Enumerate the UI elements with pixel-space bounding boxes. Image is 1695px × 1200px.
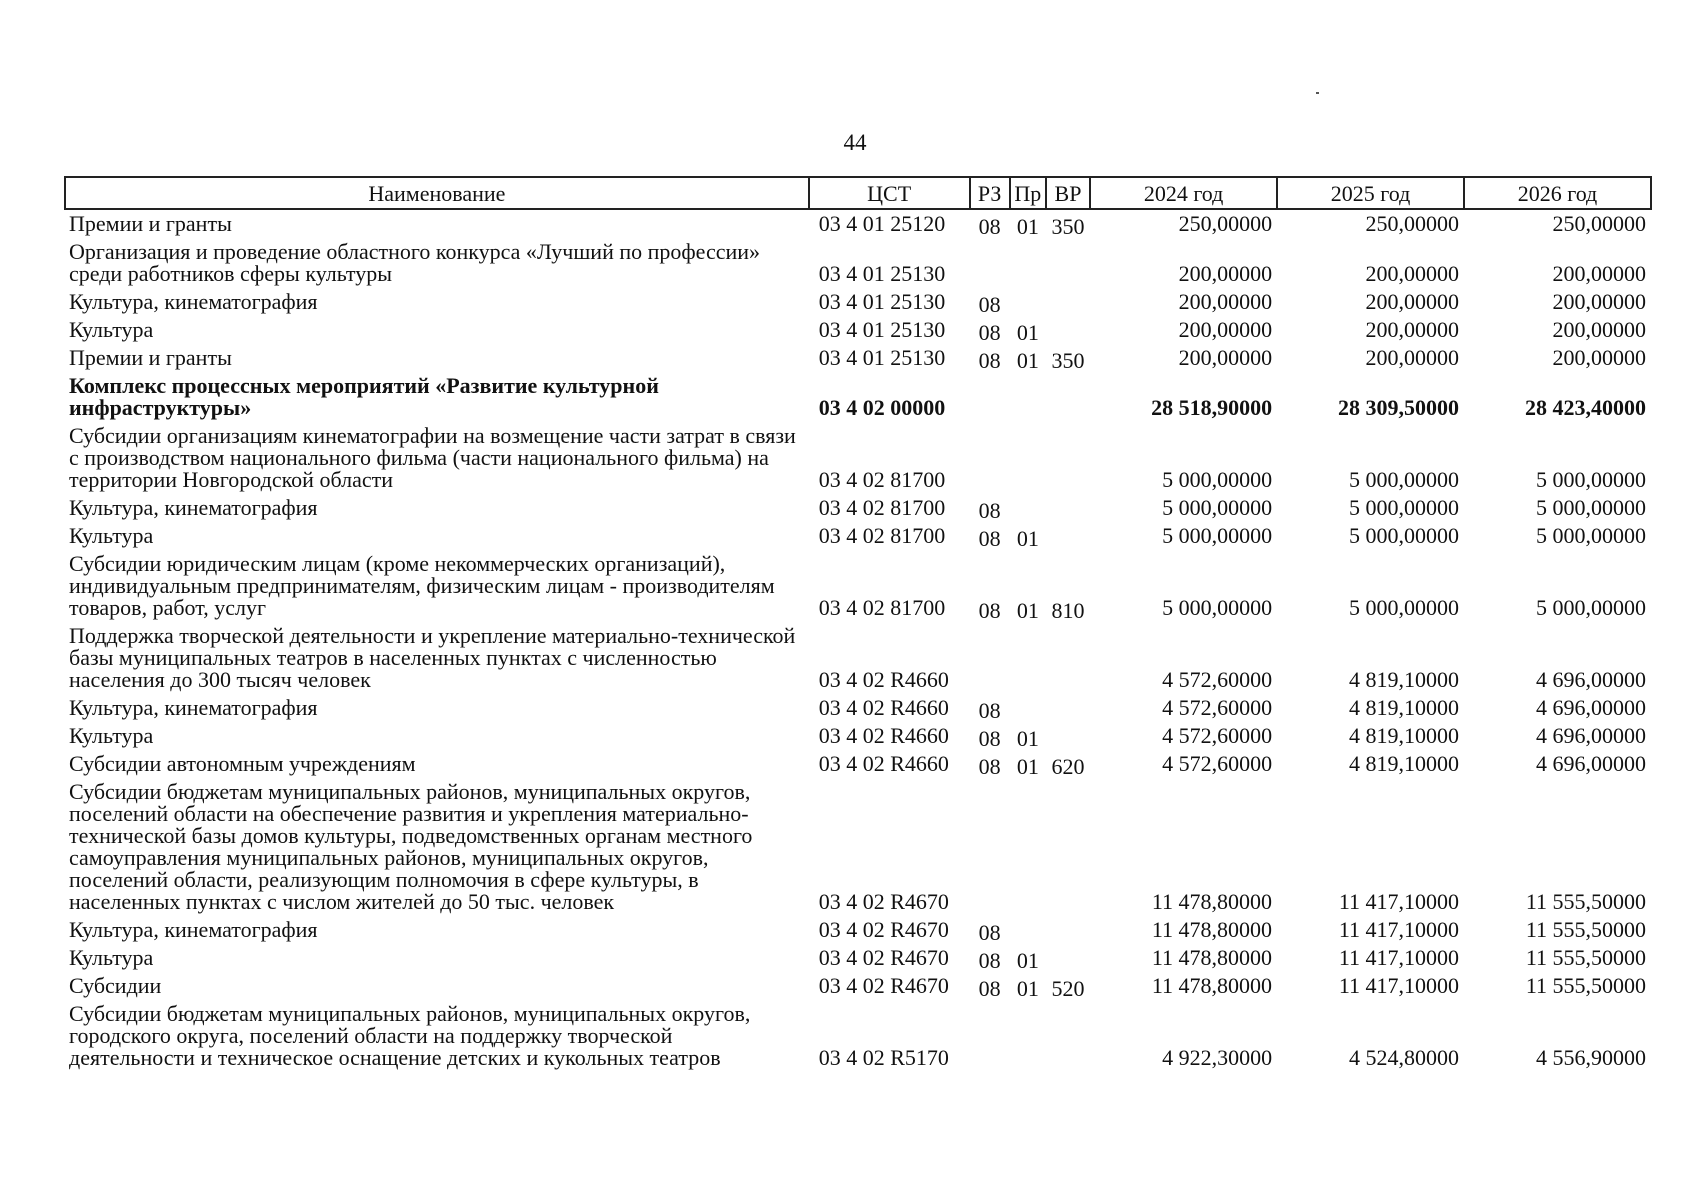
header-2024: 2024 год [1090,177,1277,209]
table-row [65,344,1651,372]
header-name: Наименование [65,177,809,209]
table-row [65,694,1651,722]
table-row [65,209,1651,238]
cell-cst: 03 4 01 25130 [818,261,946,286]
cell-2024: 200,00000 [1178,345,1273,370]
table-row [65,622,1651,694]
cell-cst: 03 4 02 R4660 [818,723,949,748]
cell-pr [1010,694,1046,722]
cell-pr [1010,622,1046,694]
cell-vr: 520 [1051,976,1085,1001]
cell-2026: 4 696,00000 [1536,723,1646,748]
cell-name: Премии и гранты [69,211,232,236]
cell-2025: 200,00000 [1365,261,1459,286]
cell-rz [970,1000,1010,1072]
cell-pr: 01 [1016,976,1039,1001]
cell-2024: 5 000,00000 [1162,523,1273,548]
table-row [65,1000,1651,1072]
cell-cst: 03 4 01 25130 [818,317,946,342]
table-row [65,916,1651,944]
cell-rz [970,372,1010,422]
cell-vr [1046,1000,1090,1072]
cell-cst: 03 4 02 R4660 [818,667,949,692]
cell-vr: 350 [1051,214,1085,239]
cell-2026: 5 000,00000 [1536,523,1646,548]
cell-2025: 200,00000 [1365,289,1459,314]
cell-name: Организация и проведение областного конкурса «Лучший по профессии» среди работников сферы культуры [69,239,761,286]
cell-cst: 03 4 02 81700 [818,495,946,520]
cell-2026: 4 696,00000 [1536,667,1646,692]
cell-2026: 5 000,00000 [1536,467,1646,492]
cell-2025: 5 000,00000 [1349,595,1459,620]
cell-2026: 4 696,00000 [1536,695,1646,720]
cell-2026: 11 555,50000 [1525,889,1646,914]
cell-2024: 11 478,80000 [1151,945,1273,970]
cell-rz [970,778,1010,916]
cell-name: Субсидии бюджетам муниципальных районов, муниципальных округов, поселений области на обеспечение развития и укрепления материально-технической базы домов культуры, подведомственных органам местного самоуправления муниципальных районов, муниципальных округов, поселений области, реализующим полномочия в сфере культуры, в населенных пунктах с числом жителей до 50 тыс. человек [69,779,753,914]
table-row [65,422,1651,494]
cell-cst: 03 4 02 R4660 [818,751,949,776]
cell-rz: 08 [978,920,1001,945]
table-row [65,372,1651,422]
table-row [65,550,1651,622]
cell-rz: 08 [978,698,1001,723]
header-vr: ВР [1046,177,1090,209]
table-body [65,209,1651,1072]
cell-pr [1010,288,1046,316]
cell-2025: 4 819,10000 [1349,723,1459,748]
cell-2025: 11 417,10000 [1338,917,1459,942]
cell-name: Субсидии бюджетам муниципальных районов, муниципальных округов, городского округа, поселений области на поддержку творческой деятельности и техническое оснащение детских и кукольных театров [69,1001,751,1070]
cell-vr: 620 [1051,754,1085,779]
cell-2024: 200,00000 [1178,289,1273,314]
cell-2025: 5 000,00000 [1349,523,1459,548]
cell-pr: 01 [1016,948,1039,973]
cell-pr [1010,238,1046,288]
cell-cst: 03 4 02 81700 [818,595,946,620]
cell-cst: 03 4 01 25130 [818,289,946,314]
budget-table [64,176,1652,1072]
cell-rz [970,422,1010,494]
table-row [65,316,1651,344]
scan-speck [1316,92,1319,94]
cell-name: Поддержка творческой деятельности и укрепление материально-технической базы муниципальных театров в населенных пунктах с численностью населения до 300 тысяч человек [69,623,796,692]
cell-vr [1046,778,1090,916]
cell-pr: 01 [1016,754,1039,779]
cell-vr [1046,422,1090,494]
cell-vr [1046,372,1090,422]
cell-vr [1046,722,1090,750]
cell-2025: 4 819,10000 [1349,751,1459,776]
cell-2026: 4 696,00000 [1536,751,1646,776]
cell-vr [1046,238,1090,288]
table-row [65,750,1651,778]
cell-pr [1010,916,1046,944]
cell-cst: 03 4 02 81700 [818,523,946,548]
cell-2025: 250,00000 [1365,211,1459,236]
cell-2026: 11 555,50000 [1525,917,1646,942]
cell-2024: 200,00000 [1178,261,1273,286]
cell-2025: 4 524,80000 [1349,1045,1459,1070]
cell-name: Культура [69,723,154,748]
cell-2025: 11 417,10000 [1338,889,1459,914]
cell-vr [1046,622,1090,694]
table-row [65,238,1651,288]
cell-2025: 11 417,10000 [1338,973,1459,998]
header-pr: Пр [1010,177,1046,209]
cell-2026: 4 556,90000 [1536,1045,1646,1070]
cell-rz: 08 [978,948,1001,973]
cell-rz: 08 [978,976,1001,1001]
cell-vr [1046,916,1090,944]
cell-cst: 03 4 02 R4670 [818,889,949,914]
cell-2026: 200,00000 [1552,317,1646,342]
cell-name: Культура, кинематография [69,695,318,720]
table-row [65,944,1651,972]
cell-pr: 01 [1016,214,1039,239]
cell-2026: 5 000,00000 [1536,595,1646,620]
page-number: 44 [843,130,867,155]
header-2025: 2025 год [1277,177,1464,209]
cell-vr: 810 [1051,598,1085,623]
cell-cst: 03 4 02 R4670 [818,973,949,998]
cell-vr [1046,522,1090,550]
table-row [65,522,1651,550]
table-row [65,288,1651,316]
table-row [65,778,1651,916]
cell-2026: 11 555,50000 [1525,973,1646,998]
cell-vr [1046,944,1090,972]
cell-2025: 11 417,10000 [1338,945,1459,970]
cell-name: Культура [69,523,154,548]
cell-name: Культура [69,945,154,970]
cell-2026: 28 423,40000 [1525,395,1646,420]
cell-rz: 08 [978,526,1001,551]
cell-cst: 03 4 02 R5170 [818,1045,949,1070]
cell-pr [1010,372,1046,422]
cell-pr [1010,422,1046,494]
cell-name: Культура, кинематография [69,917,318,942]
cell-name: Субсидии организациям кинематографии на возмещение части затрат в связи с производством национального фильма (части национального фильма) на территории Новгородской области [69,423,796,492]
cell-2024: 4 572,60000 [1162,667,1273,692]
cell-name: Премии и гранты [69,345,232,370]
cell-2025: 4 819,10000 [1349,667,1459,692]
cell-2024: 200,00000 [1178,317,1273,342]
cell-vr [1046,316,1090,344]
cell-2025: 28 309,50000 [1338,395,1459,420]
cell-2025: 4 819,10000 [1349,695,1459,720]
cell-2026: 250,00000 [1552,211,1646,236]
cell-2026: 5 000,00000 [1536,495,1646,520]
table-header-row [65,177,1651,209]
cell-2025: 200,00000 [1365,317,1459,342]
cell-pr: 01 [1016,598,1039,623]
cell-2026: 200,00000 [1552,289,1646,314]
cell-rz: 08 [978,726,1001,751]
cell-2024: 28 518,90000 [1151,395,1273,420]
cell-rz: 08 [978,348,1001,373]
header-cst: ЦСТ [809,177,970,209]
cell-name: Субсидии юридическим лицам (кроме некоммерческих организаций), индивидуальным предпринимателям, физическим лицам - производителям товаров, работ, услуг [69,551,775,620]
cell-name: Культура [69,317,154,342]
cell-rz: 08 [978,320,1001,345]
cell-2024: 4 922,30000 [1162,1045,1273,1070]
cell-name: Культура, кинематография [69,495,318,520]
cell-name: Субсидии автономным учреждениям [69,751,416,776]
cell-vr [1046,288,1090,316]
cell-name: Комплекс процессных мероприятий «Развитие культурной инфраструктуры» [69,373,659,420]
header-2026: 2026 год [1464,177,1651,209]
cell-2024: 11 478,80000 [1151,889,1273,914]
cell-pr: 01 [1016,320,1039,345]
cell-2024: 4 572,60000 [1162,751,1273,776]
cell-cst: 03 4 02 00000 [818,395,946,420]
cell-rz: 08 [978,292,1001,317]
cell-vr [1046,694,1090,722]
cell-2026: 200,00000 [1552,345,1646,370]
cell-cst: 03 4 01 25130 [818,345,946,370]
cell-2024: 4 572,60000 [1162,723,1273,748]
cell-2026: 11 555,50000 [1525,945,1646,970]
cell-rz: 08 [978,498,1001,523]
cell-cst: 03 4 02 R4670 [818,917,949,942]
cell-name: Культура, кинематография [69,289,318,314]
cell-rz: 08 [978,214,1001,239]
cell-pr [1010,494,1046,522]
header-rz: РЗ [970,177,1010,209]
cell-2024: 11 478,80000 [1151,917,1273,942]
cell-2024: 5 000,00000 [1162,495,1273,520]
cell-pr [1010,778,1046,916]
cell-rz [970,238,1010,288]
cell-cst: 03 4 02 R4670 [818,945,949,970]
cell-2025: 5 000,00000 [1349,467,1459,492]
table-row [65,722,1651,750]
cell-2025: 5 000,00000 [1349,495,1459,520]
cell-cst: 03 4 02 R4660 [818,695,949,720]
cell-rz: 08 [978,598,1001,623]
cell-2026: 200,00000 [1552,261,1646,286]
cell-2024: 250,00000 [1178,211,1273,236]
cell-rz: 08 [978,754,1001,779]
cell-2024: 4 572,60000 [1162,695,1273,720]
cell-cst: 03 4 02 81700 [818,467,946,492]
cell-pr: 01 [1016,526,1039,551]
cell-2024: 5 000,00000 [1162,467,1273,492]
cell-2025: 200,00000 [1365,345,1459,370]
cell-2024: 5 000,00000 [1162,595,1273,620]
cell-cst: 03 4 01 25120 [818,211,946,236]
cell-vr: 350 [1051,348,1085,373]
table-row [65,494,1651,522]
cell-pr: 01 [1016,348,1039,373]
cell-pr: 01 [1016,726,1039,751]
cell-vr [1046,494,1090,522]
cell-2024: 11 478,80000 [1151,973,1273,998]
cell-name: Субсидии [69,973,162,998]
table-row [65,972,1651,1000]
cell-pr [1010,1000,1046,1072]
cell-rz [970,622,1010,694]
